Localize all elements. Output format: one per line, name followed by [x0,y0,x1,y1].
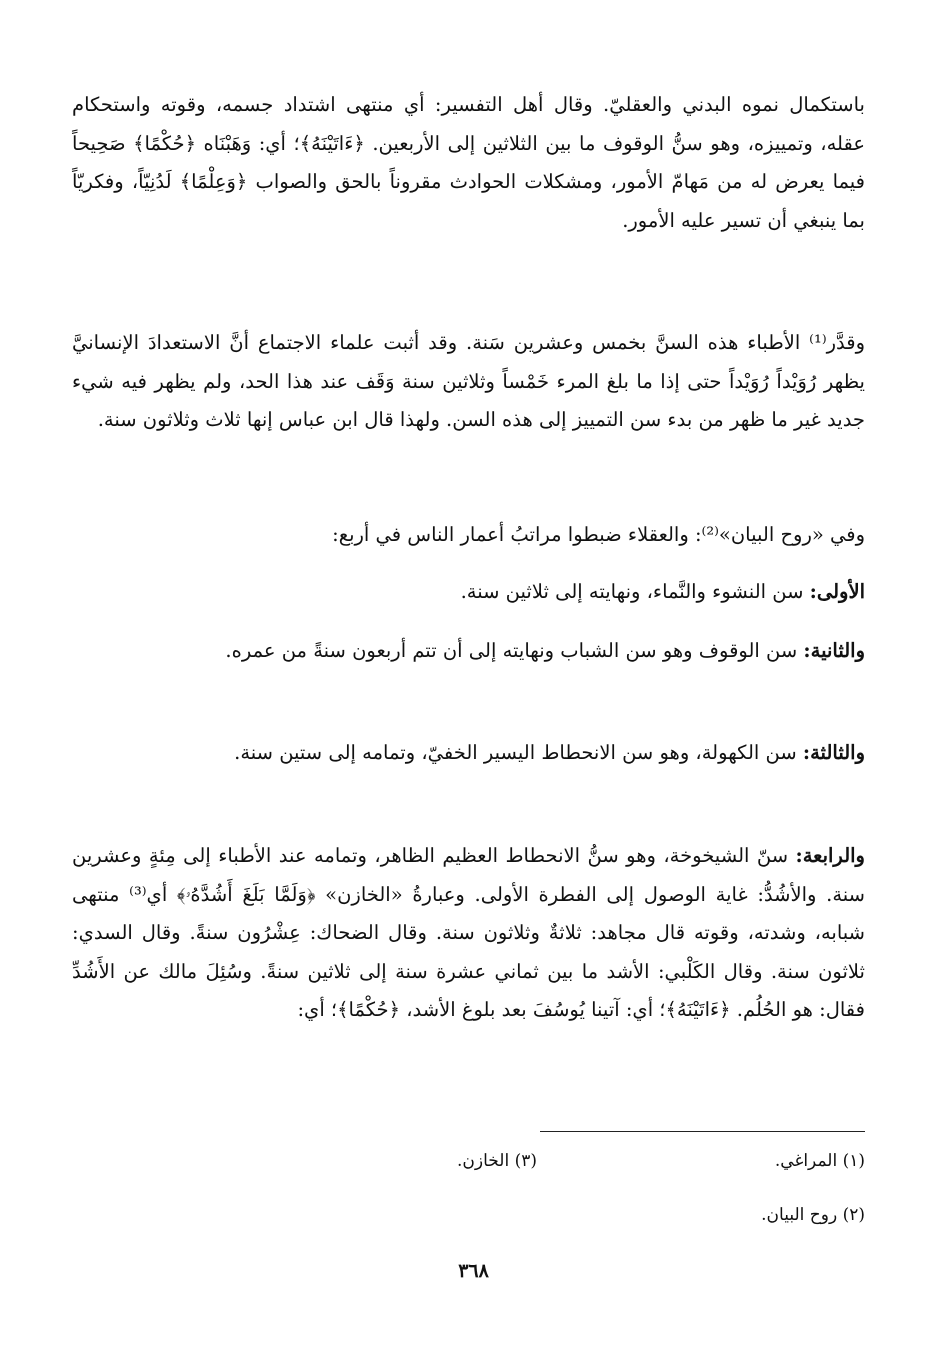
paragraph-2-text: وقدَّر⁽¹⁾ الأطباء هذه السنَّ بخمس وعشرين سَنة. وقد أثبت علماء الاجتماع أنَّ الاستعدادَ الإنسانيَّ يظهر رُوَيْداً رُوَيْداً حتى إذا ما بلغ المرء خَمْساً وثلاثين سنة وَقَف عند هذا الحد، ولم يظهر فيه شيء جديد غير ما ظهر من بدء سن التمييز إلى هذه السن. ولهذا قال ابن عباس إنها ثلاث وثلاثون سنة. [72,331,865,431]
footnote-divider [540,1131,865,1132]
page-number: ٣٦٨ [458,1260,489,1282]
paragraph-fourth-stage [72,837,865,1030]
third-stage-text: سن الكهولة، وهو سن الانحطاط اليسير الخفيّ، وتمامه إلى ستين سنة. [234,741,797,764]
third-stage-label: والثالثة: [802,741,865,764]
paragraph-1 [72,86,865,240]
paragraph-third-stage [72,734,865,773]
paragraph-1-text: باستكمال نموه البدني والعقليّ. وقال أهل التفسير: أي منتهى اشتداد جسمه، وقوته واستحكام عقله، وتمييزه، وهو سنُّ الوقوف ما بين الثلاثين إلى الأربعين. ﴿ءَاتَيْنَهُ﴾؛ أي: وَهَبْنَاه ﴿حُكْمًا﴾ صَحِيحاً فيما يعرض له من مَهامّ الأمور، ومشكلات الحوادث مقروناً بالحق والصواب ﴿وَعِلْمًا﴾ لَدُنِيّاً، وفكريّاً بما ينبغي أن تسير عليه الأمور. [72,93,865,232]
footnote-3: (٣) الخازن. [457,1151,537,1171]
second-stage-label: والثانية: [803,639,865,662]
paragraph-second-stage [72,632,865,671]
paragraph-first-stage [72,573,865,612]
fourth-stage-label: والرابعة: [795,844,865,867]
paragraph-3 [72,516,865,555]
first-stage-text: سن النشوء والنَّماء، ونهايته إلى ثلاثين سنة. [460,580,804,603]
second-stage-text: سن الوقوف وهو سن الشباب ونهايته إلى أن تتم أربعون سنةً من عمره. [225,639,798,662]
paragraph-3-text: وفي «روح البيان»⁽²⁾: والعقلاء ضبطوا مراتبُ أعمار الناس في أربع: [332,523,865,546]
paragraph-2 [72,324,865,440]
first-stage-label: الأولى: [809,580,865,603]
footnote-1: (١) المراغي. [774,1151,865,1171]
footnote-2: (٢) روح البيان. [761,1205,865,1225]
fourth-stage-text: سنّ الشيخوخة، وهو سنُّ الانحطاط العظيم الظاهر، وتمامه عند الأطباء إلى مِئةٍ وعشرين سنة. والأشُدُّ: غاية الوصول إلى الفطرة الأولى. وعبارةُ «الخازن» ﴿وَلَمَّا بَلَغَ أَشُدَّهُۥ﴾ أي⁽³⁾ منتهى شبابه، وشدته، وقوته قال مجاهد: ثلاثةٌ وثلاثون سنة. وقال الضحاك: عِشْرُون سنةً. وقال السدي: ثلاثون سنة. وقال الكَلْبي: الأشد ما بين ثماني عشرة سنة إلى ثلاثين سنةً. وسُئِلَ مالك عن الأَشُدِّ فقال: هو الحُلُم. ﴿ءَاتَيْنَهُ﴾؛ أي: آتينا يُوسُفَ بعد بلوغ الأشد، ﴿حُكْمًا﴾؛ أي: [72,844,865,1021]
